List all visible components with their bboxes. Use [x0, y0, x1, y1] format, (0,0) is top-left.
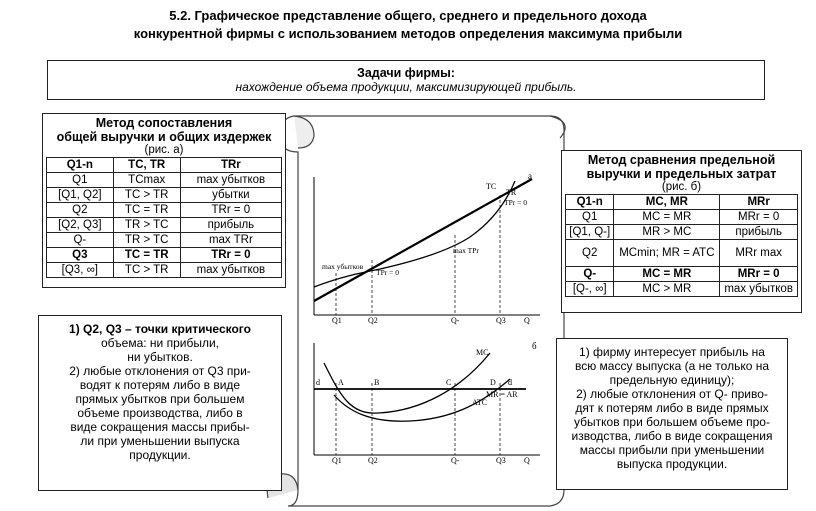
- tr-label: TR: [506, 188, 517, 197]
- right-method-title2: выручки и предельных затрат: [586, 167, 777, 181]
- graph-a-label: а: [528, 171, 532, 181]
- graph-b: [300, 335, 545, 465]
- left-method-title2: общей выручки и общих издержек: [56, 130, 272, 144]
- graph-a-tick-q3: Q3: [496, 316, 506, 325]
- task-box: [47, 60, 765, 100]
- svg-text:Q: Q: [524, 456, 530, 465]
- svg-text:Q-: Q-: [451, 456, 460, 465]
- mc-label: MC: [476, 348, 489, 357]
- graph-a: [300, 165, 545, 325]
- point-c: C: [446, 378, 452, 387]
- svg-text:Q2: Q2: [368, 456, 378, 465]
- mr-label: MR = AR: [486, 390, 518, 399]
- tc-curve: [314, 181, 515, 287]
- point-d: D: [490, 378, 496, 387]
- graph-a-tick-q1: Q1: [332, 316, 342, 325]
- right-note: 1) фирму интересует прибыль на всю массу выпуска (а не только на предельную единицу); 2) любые отклонения от Q- приво- дят к потерям либо в виде прямых убытков при большем объеме про- изводства, либо в виде сокращения массы прибыли при уменьшении выпуска продукции.: [556, 338, 788, 490]
- tr-line: [314, 179, 532, 301]
- left-method-table: Q1-n TC, TR TRr Q1 TCmax max убытков [Q1, Q2] TC > TR убытки Q2 TC = TR TRr = 0 [Q2, Q3] TR > TC прибыль Q- TR > TC max TRr Q3 TC = TR TRr = 0 [Q3, ∞] TC > TR max убытков: [46, 157, 282, 278]
- graph-a-tick-q: Q: [524, 316, 530, 325]
- task-title: Задачи фирмы:: [357, 66, 455, 80]
- trr-bottom-label: TPr = 0: [376, 268, 399, 277]
- left-method-title1: Метод сопоставления: [95, 116, 233, 130]
- graph-a-tick-q2: Q2: [368, 316, 378, 325]
- left-method-fig: (рис. а): [144, 144, 184, 156]
- graph-a-tick-qstar: Q-: [451, 316, 460, 325]
- left-note: 1) Q2, Q3 – точки критического объема: ни прибыли, ни убытков. 2) любые отклонения от Q3 при- водят к потерям либо в виде прямых убытков при большем объеме производства, либо в виде сокращения массы прибы- ли при уменьшении выпуска продукции.: [38, 315, 282, 491]
- point-d-left: d: [316, 378, 320, 387]
- page-title-line2: конкурентной фирмы с использованием методов определения максимума прибыли: [133, 26, 683, 41]
- trr-top-label: TPr = 0: [504, 198, 527, 207]
- max-tp-label: max TPr: [453, 246, 479, 255]
- task-text: нахождение объема продукции, максимизирующей прибыль.: [235, 80, 577, 94]
- left-method-box: [42, 113, 286, 288]
- point-b: B: [374, 378, 380, 387]
- right-method-fig: (рис. б): [661, 181, 702, 193]
- svg-text:Q1: Q1: [332, 456, 342, 465]
- right-method-table: Q1-n MC, MR MRr Q1 MC = MR MRr = 0 [Q1, Q-] MR > MC прибыль Q2 MCmin; MR = ATC MRr max Q- MC = MR MRr = 0 [Q-, ∞] MC > MR max убытков: [565, 194, 798, 297]
- mc-curve: [324, 353, 490, 413]
- point-d-right: d: [508, 378, 512, 387]
- max-loss-label: max убытков: [322, 262, 364, 271]
- right-method-box: [561, 150, 802, 313]
- page-title-line1: 5.2. Графическое представление общего, среднего и предельного дохода: [169, 8, 647, 23]
- point-a: A: [338, 378, 344, 387]
- right-method-title1: Метод сравнения предельной: [587, 153, 776, 167]
- graph-b-label: б: [532, 341, 537, 351]
- tc-label: TC: [486, 182, 497, 191]
- svg-text:Q3: Q3: [496, 456, 506, 465]
- atc-label: ATC: [472, 398, 488, 407]
